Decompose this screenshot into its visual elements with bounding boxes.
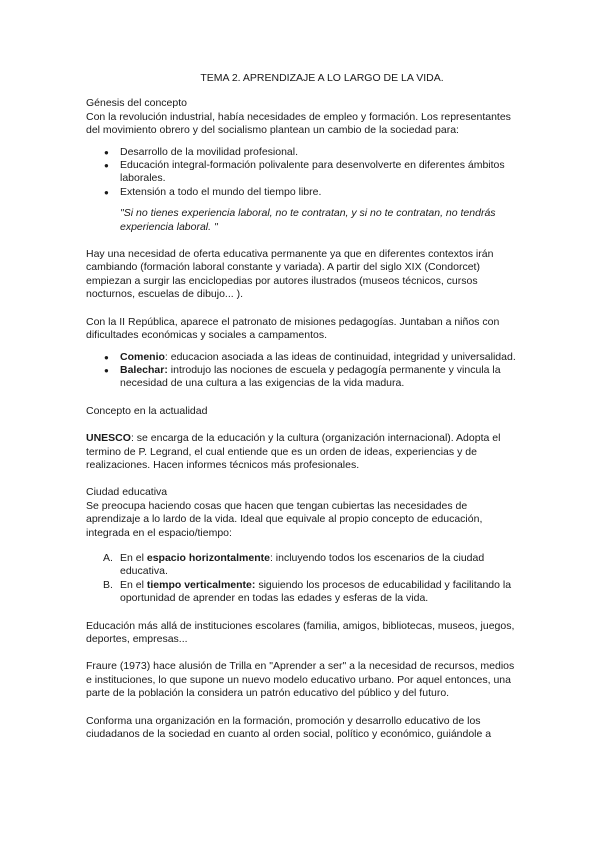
paragraph-fraure: Fraure (1973) hace alusión de Trilla en "Aprender a ser" a la necesidad de recursos, medios e instituciones, lo que supone un nuevo modelo educativo urbano. Por aquel entonces, una parte de la población la considera un patrón educativo del público y del futuro. (86, 660, 515, 700)
list-item: ● Extensión a todo el mundo del tiempo libre. (120, 186, 518, 199)
list-item: B. En el tiempo verticalmente: siguiendo los procesos de educabilidad y facilitando la oportunidad de aprender en todas las edades y esferas de la vida. (103, 578, 512, 605)
list-item: ● Desarrollo de la movilidad profesional. (120, 146, 518, 159)
paragraph-oferta: Hay una necesidad de oferta educativa permanente ya que en diferentes contextos irán cambiando (formación laboral constante y variada). A partir del siglo XIX (Condorcet) (86, 248, 494, 274)
paragraph-republica: Con la II República, aparece el patronato de misiones pedagogías. Juntaban a niños con dificultades económicas y sociales a campamentos. (86, 315, 500, 342)
section-heading-ciudad: Ciudad educativa (86, 486, 168, 499)
list-item: ● Educación integral-formación polivalente para desenvolverte en diferentes ámbitos laborales. (120, 159, 518, 186)
list-marker: A. (103, 551, 113, 564)
bullet-list-authors (86, 351, 518, 391)
bullet-list-demands (86, 146, 518, 200)
unesco-label: UNESCO (86, 432, 131, 445)
list-item: A. En el espacio horizontalmente: incluyendo todos los escenarios de la ciudad educativa. (103, 551, 485, 578)
list-marker: B. (103, 578, 113, 591)
unesco-text: : se encarga de la educación y la cultura (organización internacional). Adopta el termino de P. Legrand, el cual entiende que es un orden de ideas, experiencias y de realizaciones. Hacen informes técnicos más profesionales. (86, 432, 501, 471)
paragraph-enciclopedias: empiezan a surgir las enciclopedias por autores ilustrados (museos técnicos, cursos nocturnos, escuelas de dibujo... ). (86, 274, 478, 301)
paragraph-mas-alla: Educación más allá de instituciones escolares (familia, amigos, bibliotecas, museos, juegos, deportes, empresas... (86, 619, 515, 645)
section-heading-genesis: Génesis del concepto (86, 97, 187, 110)
section-heading-actualidad: Concepto en la actualidad (86, 404, 208, 417)
paragraph-genesis-intro: Con la revolución industrial, había necesidades de empleo y formación. Los representantes del movimiento obrero y del socialismo plantean un cambio de la sociedad para: (86, 110, 511, 137)
list-item (120, 364, 518, 391)
quote: "Si no tienes experiencia laboral, no te contratan, y si no te contratan, no tendrás experiencia laboral. " (120, 207, 496, 233)
author-name: Comenio (120, 350, 165, 363)
list-item (120, 351, 518, 364)
paragraph-conforma: Conforma una organización en la formación, promoción y desarrollo educativo de los ciudadanos de la sociedad en cuanto al orden social, político y económico, guiándole a (86, 714, 492, 741)
author-text: introdujo las nociones de escuela y pedagogía permanente y vincula la necesidad de una cultura a las exigencias de la vida madura. (120, 363, 501, 390)
author-name: Balechar: (120, 363, 168, 376)
page-title: TEMA 2. APRENDIZAJE A LO LARGO DE LA VIDA. (200, 72, 444, 84)
paragraph-ciudad-intro: Se preocupa haciendo cosas que hacen que tengan cubiertas las necesidades de aprendizaje a lo lardo de la vida. Ideal que equivale al propio concepto de educación, integrada en el espacio/tiempo: (86, 499, 483, 539)
lettered-list (86, 552, 518, 606)
document-body (86, 72, 518, 741)
paragraph-unesco (86, 432, 518, 472)
author-text: : educacion asociada a las ideas de continuidad, integridad y universalidad. (164, 350, 516, 363)
